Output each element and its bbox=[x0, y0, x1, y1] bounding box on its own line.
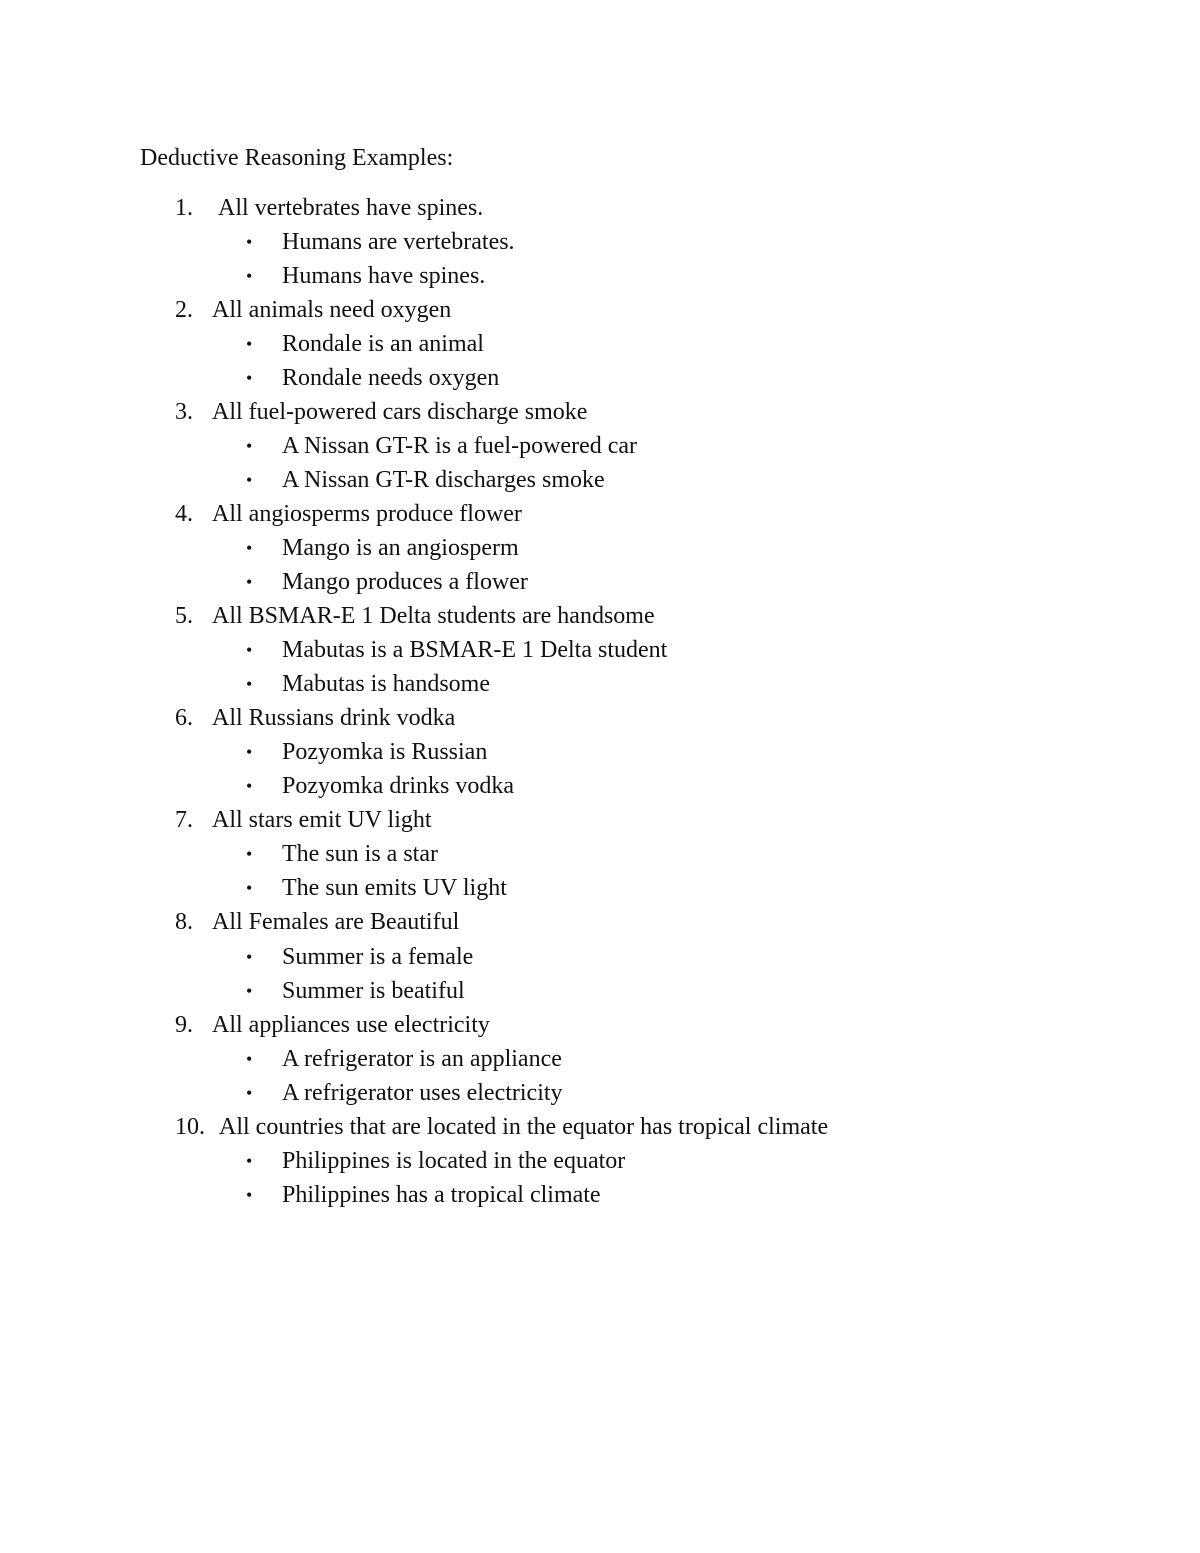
bullet-icon: • bbox=[246, 640, 253, 660]
item-number: 2. bbox=[175, 297, 193, 323]
bullet-icon: • bbox=[246, 844, 253, 864]
major-premise: All angiosperms produce flower bbox=[212, 501, 522, 527]
major-premise: All stars emit UV light bbox=[212, 807, 432, 833]
minor-premise: The sun is a star bbox=[282, 841, 438, 867]
major-premise: All animals need oxygen bbox=[212, 297, 452, 323]
bullet-icon: • bbox=[246, 1049, 253, 1069]
bullet-icon: • bbox=[246, 266, 253, 286]
conclusion: A Nissan GT-R discharges smoke bbox=[282, 467, 605, 493]
bullet-icon: • bbox=[246, 436, 253, 456]
bullet-icon: • bbox=[246, 538, 253, 558]
minor-premise: Pozyomka is Russian bbox=[282, 739, 488, 765]
major-premise: All vertebrates have spines. bbox=[218, 195, 484, 221]
bullet-icon: • bbox=[246, 232, 253, 252]
item-number: 10. bbox=[175, 1114, 205, 1140]
minor-premise: Mango is an angiosperm bbox=[282, 535, 519, 561]
major-premise: All Females are Beautiful bbox=[212, 909, 460, 935]
conclusion: Summer is beatiful bbox=[282, 978, 465, 1004]
item-number: 3. bbox=[175, 399, 193, 425]
bullet-icon: • bbox=[246, 1151, 253, 1171]
conclusion: Mango produces a flower bbox=[282, 569, 528, 595]
bullet-icon: • bbox=[246, 776, 253, 796]
bullet-icon: • bbox=[246, 947, 253, 967]
minor-premise: Philippines is located in the equator bbox=[282, 1148, 626, 1174]
minor-premise: Summer is a female bbox=[282, 944, 474, 970]
minor-premise: A refrigerator is an appliance bbox=[282, 1046, 562, 1072]
conclusion: The sun emits UV light bbox=[282, 875, 507, 901]
item-number: 9. bbox=[175, 1012, 193, 1038]
bullet-icon: • bbox=[246, 368, 253, 388]
bullet-icon: • bbox=[246, 334, 253, 354]
minor-premise: Rondale is an animal bbox=[282, 331, 484, 357]
minor-premise: A Nissan GT-R is a fuel-powered car bbox=[282, 433, 638, 459]
major-premise: All Russians drink vodka bbox=[212, 705, 456, 731]
bullet-icon: • bbox=[246, 981, 253, 1001]
conclusion: Mabutas is handsome bbox=[282, 671, 490, 697]
minor-premise: Mabutas is a BSMAR-E 1 Delta student bbox=[282, 637, 668, 663]
bullet-icon: • bbox=[246, 1083, 253, 1103]
bullet-icon: • bbox=[246, 1185, 253, 1205]
conclusion: Rondale needs oxygen bbox=[282, 365, 500, 391]
item-number: 1. bbox=[175, 195, 193, 221]
conclusion: Pozyomka drinks vodka bbox=[282, 773, 514, 799]
item-number: 8. bbox=[175, 909, 193, 935]
conclusion: Humans have spines. bbox=[282, 263, 486, 289]
conclusion: Philippines has a tropical climate bbox=[282, 1182, 601, 1208]
minor-premise: Humans are vertebrates. bbox=[282, 229, 515, 255]
item-number: 5. bbox=[175, 603, 193, 629]
item-number: 7. bbox=[175, 807, 193, 833]
bullet-icon: • bbox=[246, 674, 253, 694]
bullet-icon: • bbox=[246, 742, 253, 762]
bullet-icon: • bbox=[246, 572, 253, 592]
item-number: 4. bbox=[175, 501, 193, 527]
major-premise: All BSMAR-E 1 Delta students are handsome bbox=[212, 603, 655, 629]
document-title: Deductive Reasoning Examples: bbox=[140, 145, 454, 171]
major-premise: All countries that are located in the equator has tropical climate bbox=[219, 1114, 829, 1140]
item-number: 6. bbox=[175, 705, 193, 731]
major-premise: All fuel-powered cars discharge smoke bbox=[212, 399, 588, 425]
bullet-icon: • bbox=[246, 470, 253, 490]
major-premise: All appliances use electricity bbox=[212, 1012, 490, 1038]
bullet-icon: • bbox=[246, 878, 253, 898]
conclusion: A refrigerator uses electricity bbox=[282, 1080, 563, 1106]
